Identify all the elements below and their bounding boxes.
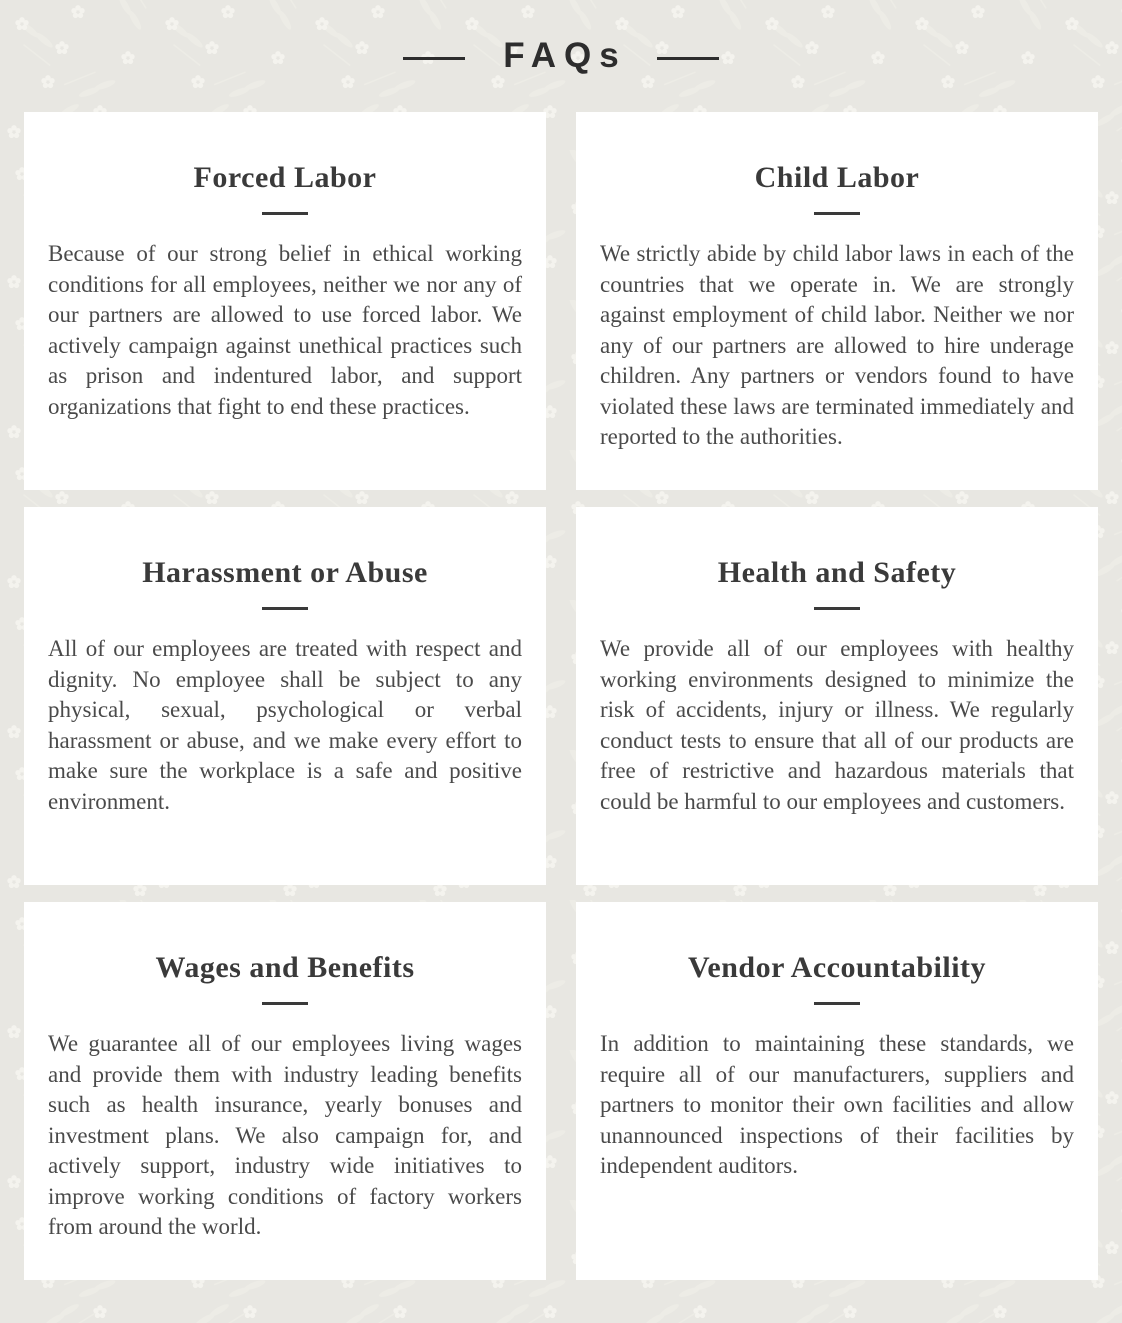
header-dash-left-icon xyxy=(403,57,465,60)
card-title: Harassment or Abuse xyxy=(142,556,428,589)
card-title: Forced Labor xyxy=(193,161,377,194)
faq-card-forced-labor xyxy=(24,112,546,490)
faq-card-child-labor xyxy=(576,112,1098,490)
card-body-text: We strictly abide by child labor laws in each of the countries that we operate in. We are strongly against employment of child labor. Neither we nor any of our partners are allowed to hire underage children. Any partners or vendors found to have violated these laws are terminated immediately and reported to the authorities. xyxy=(600,241,1074,449)
title-divider xyxy=(814,607,860,610)
faq-card-harassment-or-abuse xyxy=(24,507,546,885)
page-title: FAQs xyxy=(503,36,627,75)
card-title: Wages and Benefits xyxy=(155,951,415,984)
card-title: Vendor Accountability xyxy=(687,951,987,984)
card-title: Child Labor xyxy=(754,161,920,194)
card-body-text: All of our employees are treated with respect and dignity. No employee shall be subject to any physical, sexual, psychological or verbal harassment or abuse, and we make every effort to make sure the workplace is a safe and positive environment. xyxy=(48,636,522,814)
title-divider xyxy=(262,212,308,215)
card-body-text: In addition to maintaining these standards, we require all of our manufacturers, suppliers and partners to monitor their own facilities and allow unannounced inspections of their facilities by independent auditors. xyxy=(600,1031,1074,1178)
card-body-text: Because of our strong belief in ethical working conditions for all employees, neither we nor any of our partners are allowed to use forced labor. We actively campaign against unethical practices such as prison and indentured labor, and support organizations that fight to end these practices. xyxy=(48,241,522,419)
faq-card-health-and-safety xyxy=(576,507,1098,885)
faq-grid xyxy=(24,112,1098,1280)
title-divider xyxy=(814,1002,860,1005)
title-divider xyxy=(262,607,308,610)
card-title: Health and Safety xyxy=(717,556,957,589)
faq-card-wages-and-benefits xyxy=(24,902,546,1280)
title-divider xyxy=(262,1002,308,1005)
faq-card-vendor-accountability xyxy=(576,902,1098,1280)
card-body-text: We provide all of our employees with healthy working environments designed to minimize the risk of accidents, injury or illness. We regularly conduct tests to ensure that all of our products are free of restrictive and hazardous materials that could be harmful to our employees and customers. xyxy=(600,636,1074,814)
faq-section-header xyxy=(0,0,1122,112)
header-dash-right-icon xyxy=(657,57,719,60)
card-body-text: We guarantee all of our employees living wages and provide them with industry leading benefits such as health insurance, yearly bonuses and investment plans. We also campaign for, and actively support, industry wide initiatives to improve working conditions of factory workers from around the world. xyxy=(48,1031,522,1239)
title-divider xyxy=(814,212,860,215)
